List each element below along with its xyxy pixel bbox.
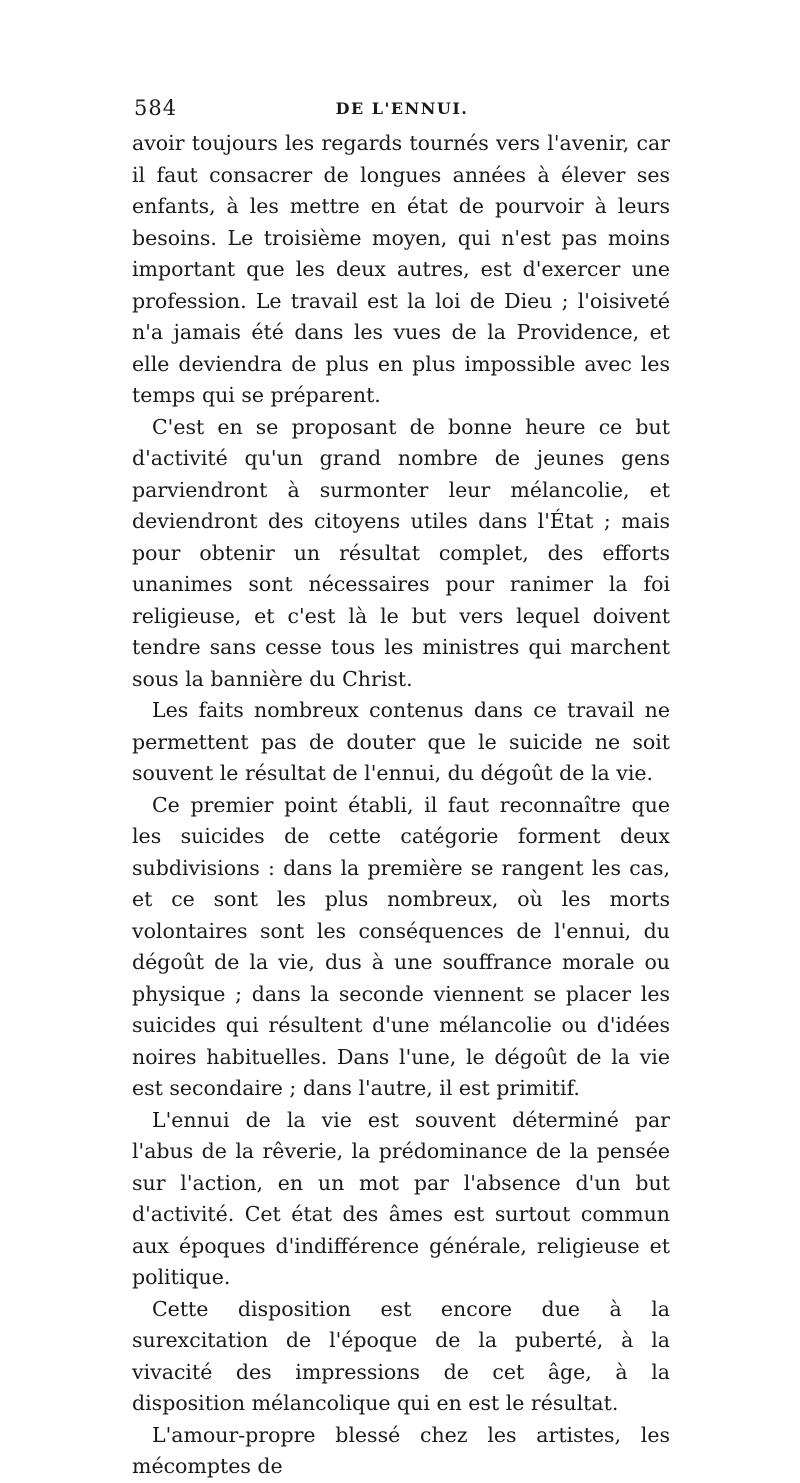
paragraph: C'est en se proposant de bonne heure ce but d'activité qu'un grand nombre de jeunes gens parviendront à surmonter leur mélancolie, et deviendront des citoyens utiles dans l'État ; mais pour obtenir un résultat complet, des efforts unanimes sont nécessaires pour ranimer la foi religieuse, et c'est là le but vers lequel doivent tendre sans cesse tous les ministres qui marchent sous la bannière du Christ. [132,414,670,691]
paragraph: Les faits nombreux contenus dans ce travail ne permettent pas de douter que le suicide ne soit souvent le résultat de l'ennui, du dégoût de la vie. [132,698,670,785]
paragraph: Cette disposition est encore due à la surexcitation de l'époque de la puberté, à la vivacité des impressions de cet âge, à la disposition mélancolique qui en est le résultat. [132,1296,670,1415]
page-number: 584 [134,96,178,120]
paragraph-continuation: avoir toujours les regards tournés vers l'avenir, car il faut consacrer de longues années à élever ses enfants, à les mettre en état de pourvoir à leurs besoins. Le troisième moyen, qui n'est pas moins important que les deux autres, est d'exercer une profession. Le travail est la loi de Dieu ; l'oisiveté n'a jamais été dans les vues de la Providence, et elle deviendra de plus en plus impossible avec les temps qui se préparent. [132,131,670,407]
body-text [132,128,670,1483]
paragraph-last: L'amour-propre blessé chez les artistes, les mécomptes de [132,1422,670,1478]
page-header [134,96,670,126]
running-head: DE L'ENNUI. [335,99,469,118]
paragraph: Ce premier point établi, il faut reconnaître que les suicides de cette catégorie forment deux subdivisions : dans la première se rangent les cas, et ce sont les plus nombreux, où les morts volontaires sont les conséquences de l'ennui, du dégoût de la vie, dus à une souffrance morale ou physique ; dans la seconde viennent se placer les suicides qui résultent d'une mélancolie ou d'idées noires habituelles. Dans l'une, le dégoût de la vie est secondaire ; dans l'autre, il est primitif. [132,792,670,1100]
paragraph: L'ennui de la vie est souvent déterminé par l'abus de la rêverie, la prédominance de la pensée sur l'action, en un mot par l'absence d'un but d'activité. Cet état des âmes est surtout commun aux époques d'indifférence générale, religieuse et politique. [132,1107,670,1289]
